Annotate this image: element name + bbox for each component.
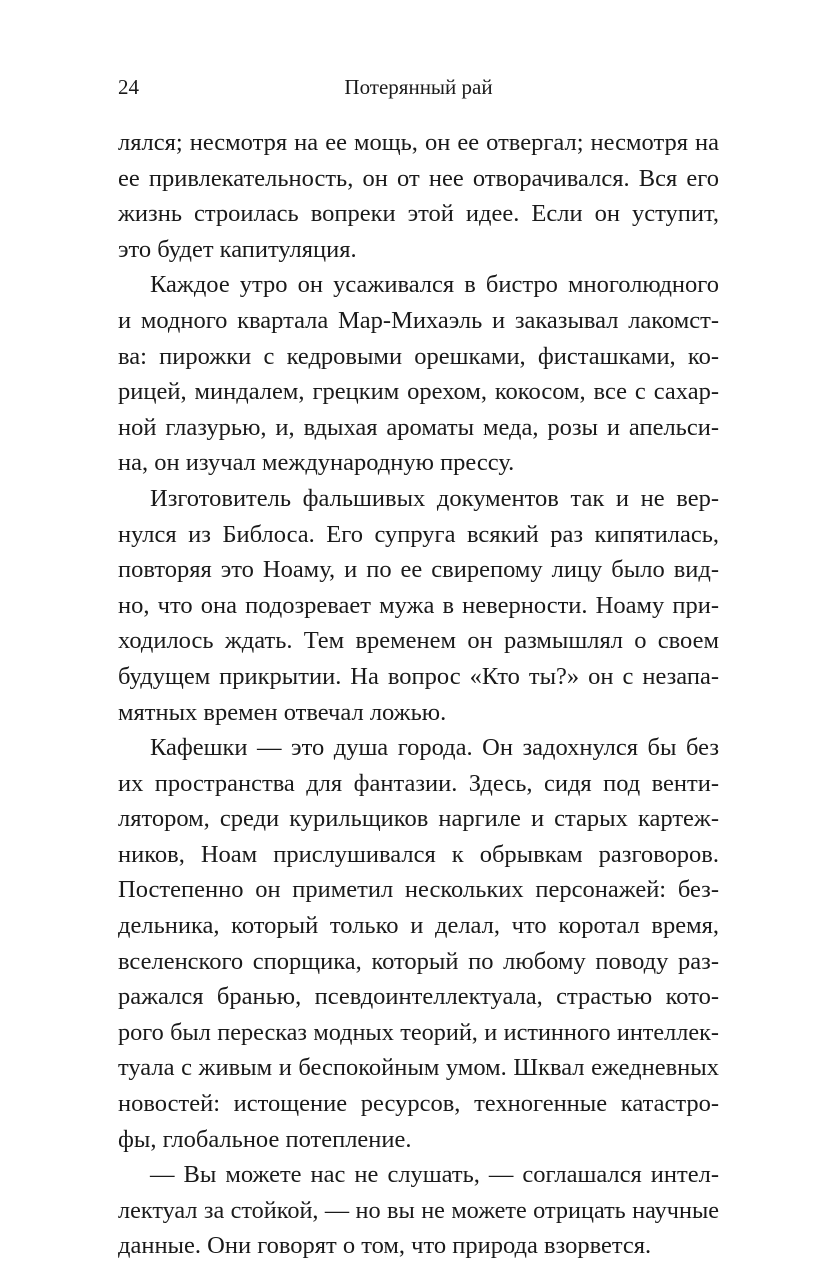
text-line: туала с живым и беспокойным умом. Шквал ежедневных <box>118 1054 719 1082</box>
text-line: их пространства для фантазии. Здесь, сидя под венти- <box>118 769 719 797</box>
text-line: рицей, миндалем, грецким орехом, кокосом, все с сахар- <box>118 378 719 406</box>
text-line: и модного квартала Мар-Михаэль и заказывал лакомст- <box>118 306 719 334</box>
text-line: это будет капитуляция. <box>118 235 357 263</box>
page-number: 24 <box>118 75 139 99</box>
text-line: лялся; несмотря на ее мощь, он ее отвергал; несмотря на <box>118 129 719 156</box>
body-text <box>118 125 719 1264</box>
text-line: вселенского спорщика, который по любому поводу раз- <box>118 947 719 975</box>
text-line: дельника, который только и делал, что коротал время, <box>118 912 719 940</box>
text-line: ражался бранью, псевдоинтеллектуала, страстью кото- <box>118 983 719 1011</box>
text-line: фы, глобальное потепление. <box>118 1125 412 1153</box>
text-line: Изготовитель фальшивых документов так и не вер- <box>150 484 719 512</box>
book-title: Потерянный рай <box>344 75 493 99</box>
text-line: ходилось ждать. Тем временем он размышлял о своем <box>118 627 719 655</box>
text-line: новостей: истощение ресурсов, техногенные катастро- <box>118 1090 719 1118</box>
text-line: ее привлекательность, он от нее отворачивался. Вся его <box>118 164 719 192</box>
text-line: лятором, среди курильщиков наргиле и старых картеж- <box>118 805 719 833</box>
text-line: рого был пересказ модных теорий, и истинного интеллек- <box>118 1018 719 1046</box>
text-line: повторяя это Ноаму, и по ее свирепому лицу было вид- <box>118 556 719 584</box>
text-line: ной глазурью, и, вдыхая ароматы меда, розы и апельси- <box>118 413 719 441</box>
text-line: мятных времен отвечал ложью. <box>118 698 447 726</box>
text-line: ников, Ноам прислушивался к обрывкам разговоров. <box>118 840 719 868</box>
text-line: нулся из Библоса. Его супруга всякий раз кипятилась, <box>118 520 719 548</box>
text-line: но, что она подозревает мужа в неверности. Ноаму при- <box>118 591 719 619</box>
text-line: — Вы можете нас не слушать, — соглашался интел- <box>150 1161 719 1189</box>
text-line: Каждое утро он усаживался в бистро многолюдного <box>150 271 719 299</box>
running-head <box>118 72 719 102</box>
text-line: Постепенно он приметил нескольких персонажей: без- <box>118 876 719 904</box>
text-line: ва: пирожки с кедровыми орешками, фисташками, ко- <box>118 342 719 370</box>
text-line: жизнь строилась вопреки этой идее. Если он уступит, <box>118 200 719 228</box>
text-line: данные. Они говорят о том, что природа взорвется. <box>118 1232 652 1260</box>
text-line: Кафешки — это душа города. Он задохнулся бы без <box>150 734 719 762</box>
text-line: лектуал за стойкой, — но вы не можете отрицать научные <box>118 1196 719 1224</box>
text-line: на, он изучал международную прессу. <box>118 449 515 477</box>
text-line: будущем прикрытии. На вопрос «Кто ты?» он с незапа- <box>118 662 719 690</box>
